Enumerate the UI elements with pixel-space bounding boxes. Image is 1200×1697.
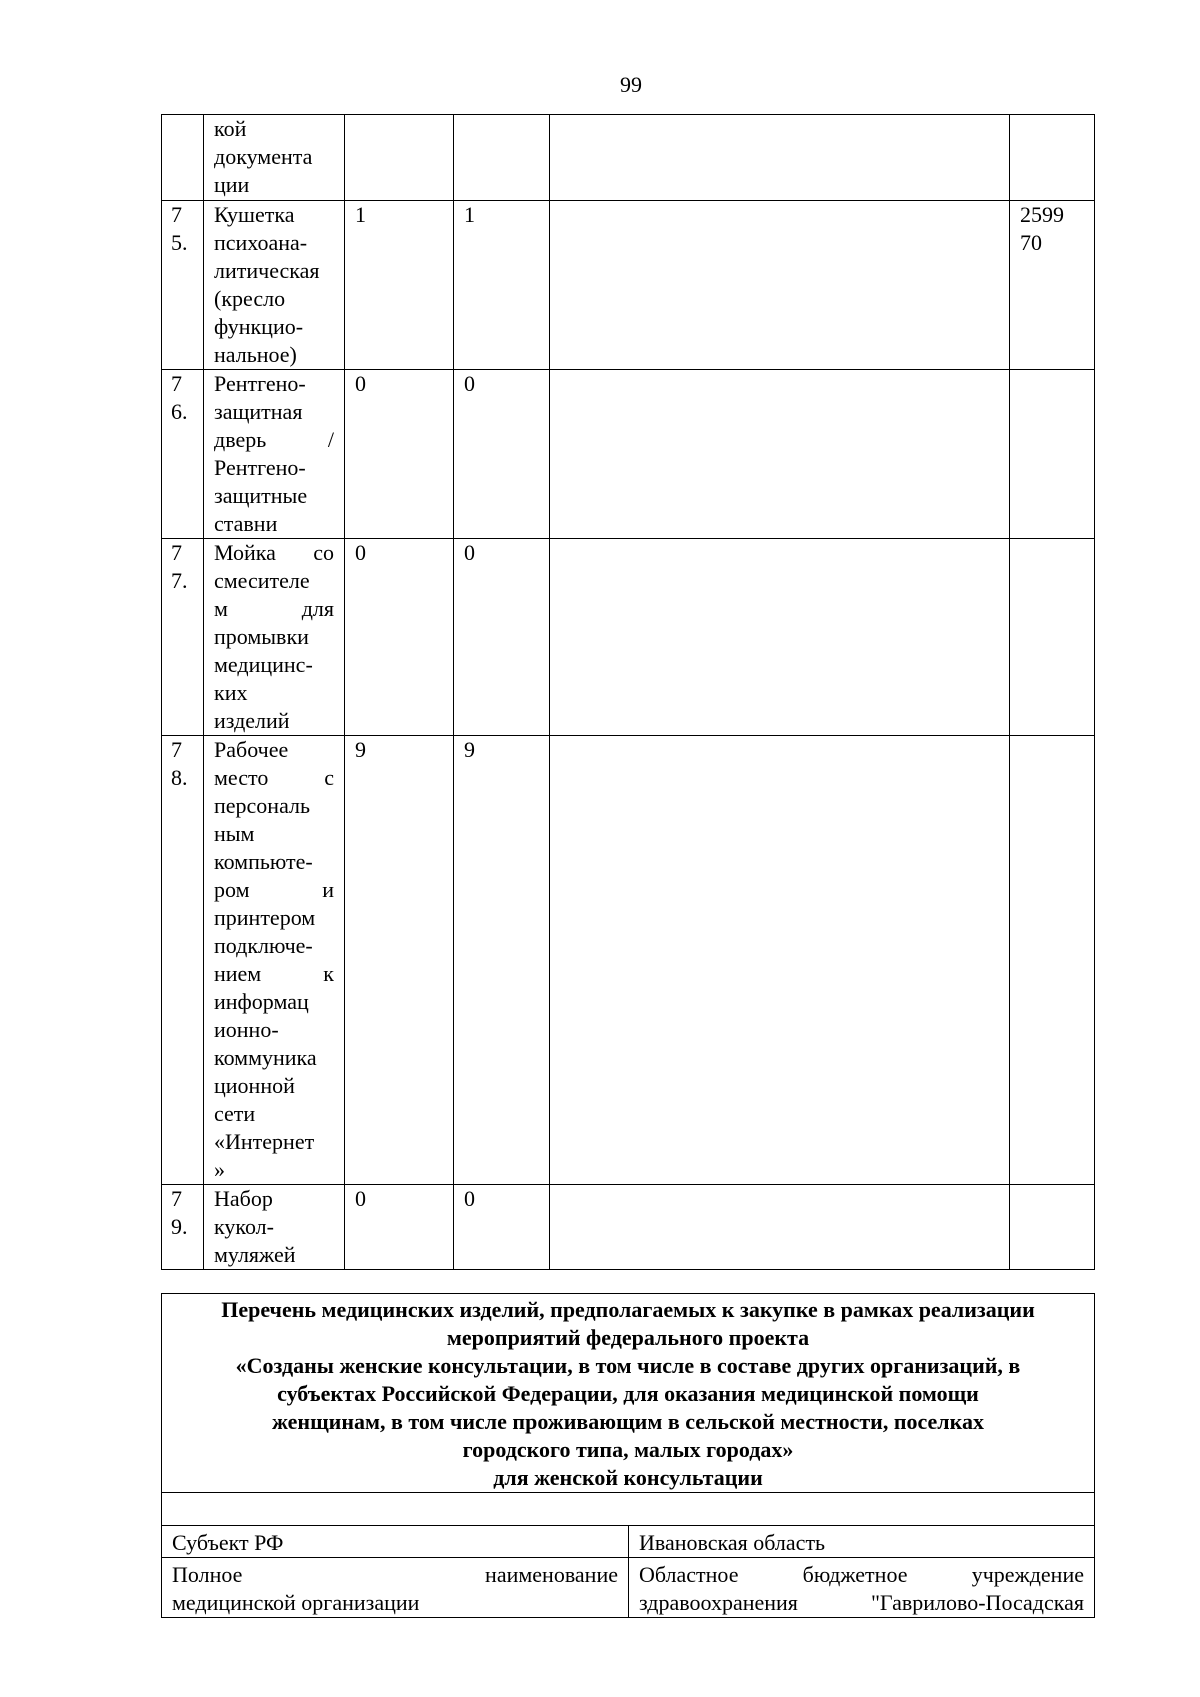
item-name-line (214, 539, 334, 567)
empty-row (162, 1493, 1095, 1526)
price-cell (1010, 201, 1095, 370)
quantity-cell: 1 (345, 201, 454, 370)
item-name-line: кой (214, 116, 247, 141)
word: место (214, 765, 269, 790)
section-title (162, 1294, 1095, 1493)
title-row (162, 1294, 1095, 1493)
item-name-line: медицинс- (214, 652, 313, 677)
empty-cell (162, 1493, 1095, 1526)
quantity-cell: 1 (454, 201, 550, 370)
word: дверь (214, 427, 267, 452)
item-name-line: защитная (214, 399, 303, 424)
word: со (313, 540, 334, 565)
item-name-line: литическая (214, 258, 320, 283)
item-name-line: Кушетка (214, 202, 295, 227)
table-row (162, 370, 1095, 539)
item-name-line (214, 764, 334, 792)
org-label-line-1 (172, 1561, 618, 1589)
item-name-line: нальное) (214, 342, 297, 367)
word: нием (214, 961, 262, 986)
item-name-cell (204, 370, 345, 539)
item-name-line: персональ (214, 793, 311, 818)
quantity-cell: 0 (345, 370, 454, 539)
quantity-cell: 0 (345, 1185, 454, 1270)
item-name-line: Рабочее (214, 737, 289, 762)
equipment-table (161, 114, 1095, 1270)
row-number-line: 7 (171, 371, 182, 396)
org-value (629, 1558, 1095, 1618)
price-cell (1010, 115, 1095, 201)
item-name-line: коммуника (214, 1045, 317, 1070)
section-title-line: «Созданы женские консультации, в том числе в составе других организаций, в (235, 1353, 1021, 1378)
item-name-line: компьюте- (214, 849, 313, 874)
price-cell (1010, 736, 1095, 1185)
row-number-cell (162, 736, 204, 1185)
item-name-line: ионно- (214, 1017, 279, 1042)
word: Областное (639, 1562, 739, 1587)
section-title-line: субъектах Российской Федерации, для оказания медицинской помощи (277, 1381, 979, 1406)
row-number-line: 9. (171, 1214, 188, 1239)
org-value-line-2 (639, 1589, 1084, 1617)
item-name-line: Рентгено- (214, 455, 306, 480)
word: для (301, 596, 334, 621)
quantity-cell: 0 (454, 1185, 550, 1270)
item-name-line: функцио- (214, 314, 304, 339)
word: здравоохранения (639, 1590, 798, 1615)
price-line: 2599 (1020, 202, 1064, 227)
table-row (162, 539, 1095, 736)
item-name-line (214, 595, 334, 623)
row-number-line: 8. (171, 765, 188, 790)
item-name-line (214, 960, 334, 988)
procurement-table (161, 1293, 1095, 1618)
table-row (162, 201, 1095, 370)
price-cell (1010, 539, 1095, 736)
item-name-line (214, 426, 334, 454)
price-cell (1010, 370, 1095, 539)
item-name-line: Рентгено- (214, 371, 306, 396)
quantity-cell: 9 (345, 736, 454, 1185)
item-name-cell (204, 736, 345, 1185)
description-cell (550, 370, 1010, 539)
row-number-cell (162, 201, 204, 370)
item-name-line: ным (214, 821, 255, 846)
item-name-line: сети (214, 1101, 256, 1126)
org-value-line-1 (639, 1561, 1084, 1589)
section-title-line: для женской консультации (493, 1465, 763, 1490)
item-name-line: муляжей (214, 1242, 296, 1267)
item-name-line: ционной (214, 1073, 295, 1098)
item-name-cell (204, 539, 345, 736)
item-name-line: (кресло (214, 286, 286, 311)
item-name-line: ставни (214, 511, 278, 536)
word: и (322, 877, 334, 902)
row-number-cell (162, 1185, 204, 1270)
row-number-line: 6. (171, 399, 188, 424)
description-cell (550, 736, 1010, 1185)
word: с (324, 765, 334, 790)
org-label-line-2: медицинской организации (172, 1590, 420, 1615)
item-name-line: документа (214, 144, 313, 169)
price-cell (1010, 1185, 1095, 1270)
subject-label: Субъект РФ (162, 1526, 629, 1558)
subject-row (162, 1526, 1095, 1558)
word: Полное (172, 1562, 243, 1587)
row-number-line: 7 (171, 202, 182, 227)
item-name-line: защитные (214, 483, 308, 508)
item-name-line: кукол- (214, 1214, 274, 1239)
quantity-cell: 0 (454, 539, 550, 736)
organization-row (162, 1558, 1095, 1618)
table-row (162, 1185, 1095, 1270)
row-number-cell (162, 115, 204, 201)
item-name-line: изделий (214, 708, 290, 733)
item-name-cell (204, 115, 345, 201)
subject-value: Ивановская область (629, 1526, 1095, 1558)
word: м (214, 596, 228, 621)
word: учреждение (971, 1562, 1084, 1587)
section-title-line: мероприятий федерального проекта (446, 1325, 810, 1350)
description-cell (550, 539, 1010, 736)
word: Мойка (214, 540, 276, 565)
description-cell (550, 1185, 1010, 1270)
word: ром (214, 877, 250, 902)
row-number-line: 7 (171, 1186, 182, 1211)
item-name-cell (204, 201, 345, 370)
page-number: 99 (620, 72, 642, 97)
item-name-line: смесителе (214, 568, 310, 593)
item-name-cell (204, 1185, 345, 1270)
item-name-line: психоана- (214, 230, 308, 255)
word: / (327, 427, 334, 452)
row-number-cell (162, 539, 204, 736)
item-name-line: ких (214, 680, 248, 705)
item-name-line (214, 876, 334, 904)
row-number-line: 7 (171, 540, 182, 565)
quantity-cell (454, 115, 550, 201)
quantity-cell: 0 (345, 539, 454, 736)
item-name-line: подключе- (214, 933, 313, 958)
item-name-line: «Интернет (214, 1129, 315, 1154)
quantity-cell: 0 (454, 370, 550, 539)
quantity-cell: 9 (454, 736, 550, 1185)
section-title-line: женщинам, в том числе проживающим в сельской местности, поселках (271, 1409, 984, 1434)
description-cell (550, 115, 1010, 201)
row-number-line: 5. (171, 230, 188, 255)
word: к (323, 961, 334, 986)
word: "Гаврилово-Посадская (870, 1590, 1084, 1615)
table-row (162, 736, 1095, 1185)
section-title-line: Перечень медицинских изделий, предполагаемых к закупке в рамках реализации (221, 1297, 1035, 1322)
item-name-line: информац (214, 989, 309, 1014)
word: бюджетное (802, 1562, 908, 1587)
section-title-line: городского типа, малых городах» (462, 1437, 794, 1462)
quantity-cell (345, 115, 454, 201)
row-number-line: 7. (171, 568, 188, 593)
table-row-continuation (162, 115, 1095, 201)
word: наименование (485, 1562, 618, 1587)
description-cell (550, 201, 1010, 370)
row-number-cell (162, 370, 204, 539)
org-label (162, 1558, 629, 1618)
item-name-line: Набор (214, 1186, 273, 1211)
price-line: 70 (1020, 230, 1042, 255)
row-number-line: 7 (171, 737, 182, 762)
item-name-line: ции (214, 172, 250, 197)
item-name-line: » (214, 1157, 225, 1182)
item-name-line: промывки (214, 624, 309, 649)
item-name-line: принтером (214, 905, 316, 930)
